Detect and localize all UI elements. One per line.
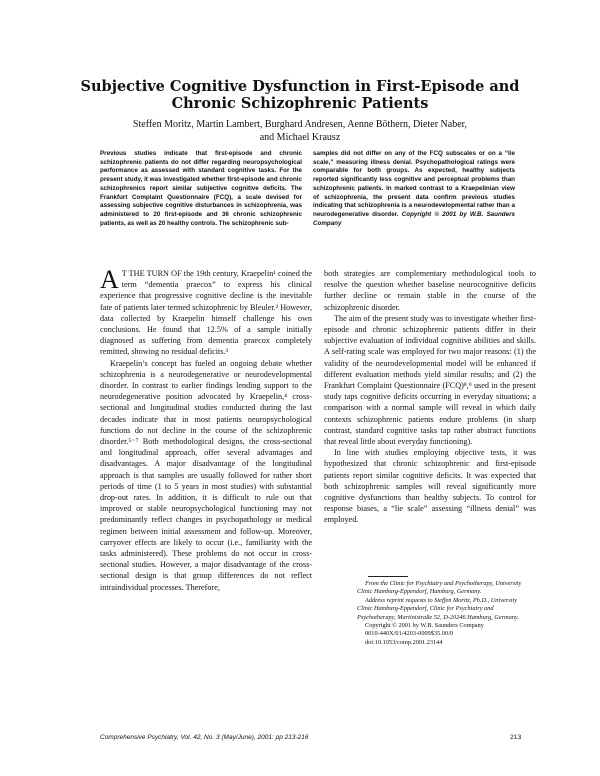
body-paragraph: Kraepelin’s concept has fueled an ongoing debate whether schizophrenia is a neurodegenerative or neurodevelopmental disorder. In contrast to earlier findings lending support to the neurodegenerative position advocated by Kraepelin,⁴ cross-sectional and longitudinal studies conducted during the last decades indicate that in most patients neuropsychological functions do not decline in the course of the schizophrenic disorder.⁵⁻⁷ Both methodological designs, the cross-sectional and longitudinal approach, offer several advantages and disadvantages. A major disadvantage of the longitudinal approach is that samples are usually followed for rather short periods of time (1 to 5 years in most studies) with substantial drop-out rates. In addition, it is difficult to rule out that improved or stable neuropsychological functioning may not predominantly reflect changes in psychopathology or medical regimen between initial assessment and follow-up. Moreover, carryover effects are likely to occur (i.e., familiarity with the tasks administered). These problems do not occur in cross-sectional studies. However, a major disadvantage of the cross-sectional design is that group differences do not reflect intraindividual processes. Therefore, [100, 358, 312, 592]
footnote-doi: doi:10.1053/comp.2001.23144 [365, 638, 443, 646]
abstract-copyright: Copyright © 2001 by W.B. Saunders Company [313, 210, 515, 227]
lead-in-caps: T THE TURN OF [121, 269, 182, 278]
intro-text: the 19th century, Kraepelin¹ coined the term “dementia praecox” to express his clinical experience that progressive cognitive decline is the inevitable fate of patients later termed schizophrenic by Bleuler.² However, data collected by Kraepelin himself challenge his own conclusions. He found that 12.5% of a sample initially diagnosed as suffering from dementia praecox completely remitted, showing no residual deficits.³ [100, 269, 312, 357]
abstract-right-text: samples did not differ on any of the FCQ subscales or on a “lie scale,” measuring illness denial. Psychopathological ratings were comparable for both groups. As expected, healthy subjects reported significantly less cognitive and perceptual problems than schizophrenic patients. In marked contrast to a Kraepelinian view of schizophrenia, the present data confirm previous studies indicating that schizophrenia is a neurodevelopmental rather than a neurodegenerative disorder. [313, 150, 515, 218]
affiliation-footnote [357, 580, 533, 647]
abstract-right-column [313, 150, 515, 228]
footnote-affiliation: From the Clinic for Psychiatry and Psychotherapy, University Clinic Hamburg-Eppendorf, Hamburg, Germany. [357, 580, 522, 596]
body-paragraph: both strategies are complementary methodological tools to resolve the question whether baseline neurocognitive deficits further decline or remain stable in the course of the schizophrenic disorder. [324, 269, 536, 312]
body-left-column [100, 265, 312, 593]
authors-line-1: Steffen Moritz, Martin Lambert, Burghard Andresen, Aenne Böthern, Dieter Naber, [132, 119, 468, 130]
footnote-issn: 0010-440X/01/4203-0009$35.00/0 [365, 630, 453, 638]
title-line-2: Chronic Schizophrenic Patients [171, 95, 429, 112]
body-right-column [324, 268, 536, 526]
authors-line-2: and Michael Krausz [259, 132, 341, 143]
drop-cap: A [100, 265, 119, 294]
page-number: 213 [510, 734, 522, 741]
footnote-divider [368, 576, 408, 577]
footnote-address: Address reprint requests to Steffen Moritz, Ph.D., University Clinic Hamburg-Eppendorf, Clinic for Psychiatry and Psychotherapy, Martinistraße 52, D-20246 Hamburg, Germany. [357, 596, 519, 621]
body-paragraph: The aim of the present study was to investigate whether first-episode and chronic schizophrenic patients differ in their subjective evaluation of individual cognitive abilities and skills. A self-rating scale was employed for two major reasons: (1) the validity of the neurodevelopmental model will be enhanced if different evaluation methods yield similar results; and (2) the Frankfurt Complaint Questionnaire (FCQ)⁸,⁹ used in the present study taps cognitive deficits occurring in everyday situations; a comparison with a normal sample will reveal in which daily contexts schizophrenic patients endure problems (in sharp contrast, standard cognitive tasks tap rather abstract functions that reveal little about everyday functioning). [324, 313, 536, 447]
abstract-left-column: Previous studies indicate that first-episode and chronic schizophrenic patients do not differ regarding neuropsychological performance as assessed with standard cognitive tasks. For the present study, it was investigated whether first-episode and chronic schizophrenics report similar subjective cognitive deficits. The Frankfurt Complaint Questionnaire (FCQ), a scale devised for assessing subjective cognitive disturbances in schizophrenia, was administered to 20 first-episode and 36 chronic schizophrenic patients, as well as 20 healthy controls. The schizophrenic sub- [100, 150, 302, 227]
intro-paragraph [100, 265, 312, 358]
body-paragraph: In line with studies employing objective tests, it was hypothesized that chronic schizophrenic and first-episode patients report similar cognitive deficits. It was expected that both schizophrenic samples will reveal significantly more cognitive dysfunctions than healthy subjects. To control for response biases, a “lie scale” assessing “illness denial” was employed. [324, 448, 536, 525]
footnote-copyright: Copyright © 2001 by W.B. Saunders Company [365, 622, 484, 630]
author-list [60, 118, 540, 144]
title-line-1: Subjective Cognitive Dysfunction in First-Episode and [80, 78, 520, 95]
journal-citation: Comprehensive Psychiatry, Vol. 42, No. 3 (May/June), 2001: pp 213-216 [100, 734, 309, 741]
article-title [60, 78, 540, 112]
